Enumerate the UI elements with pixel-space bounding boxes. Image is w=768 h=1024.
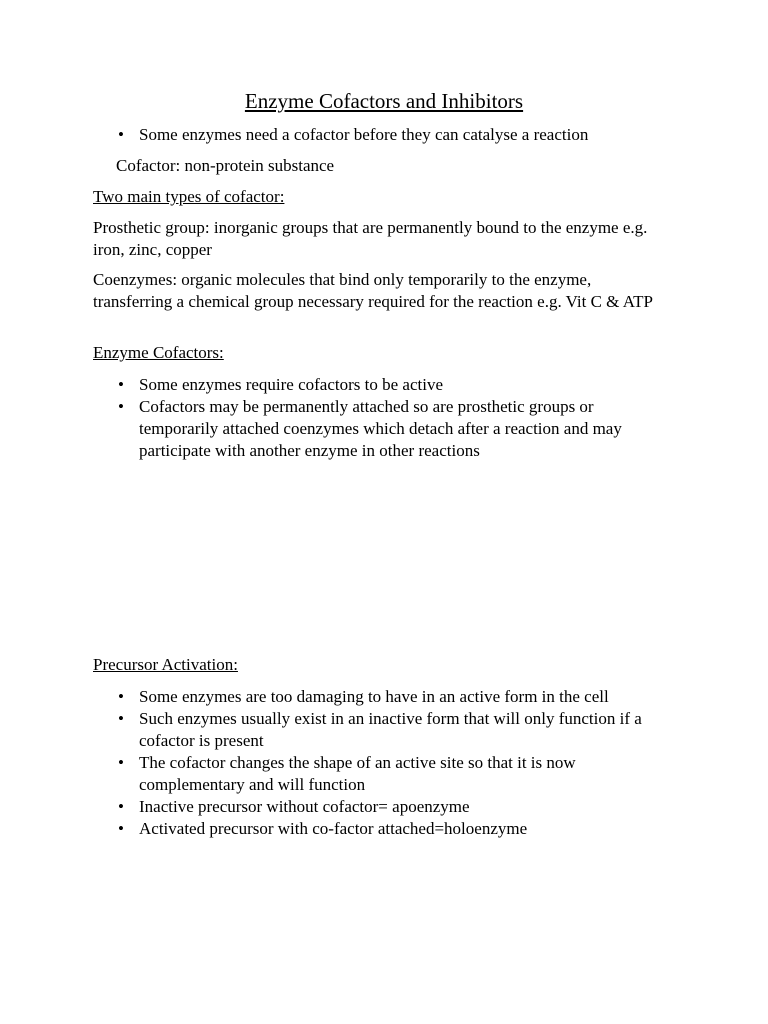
bullet-icon: •: [118, 797, 124, 816]
bullet-icon: •: [118, 753, 124, 772]
list-item-text: Inactive precursor without cofactor= apoenzyme: [139, 797, 470, 816]
list-item: [93, 818, 673, 840]
list-item-text: Some enzymes are too damaging to have in an active form in the cell: [139, 687, 609, 706]
precursor-list: [93, 686, 673, 840]
types-heading: Two main types of cofactor:: [93, 187, 285, 206]
cofactors-heading: Enzyme Cofactors:: [93, 343, 224, 362]
list-item-text: Such enzymes usually exist in an inactive form that will only function if a cofactor is present: [139, 709, 642, 750]
list-item-text: Activated precursor with co-factor attached=holoenzyme: [139, 819, 528, 838]
list-item: [93, 752, 673, 796]
bullet-icon: •: [118, 819, 124, 838]
list-item-text: The cofactor changes the shape of an active site so that it is now complementary and will function: [139, 753, 576, 794]
document-title: Enzyme Cofactors and Inhibitors: [244, 89, 524, 113]
cofactors-list: [93, 374, 673, 462]
coenzymes-paragraph: Coenzymes: organic molecules that bind only temporarily to the enzyme, transferring a chemical group necessary required for the reaction e.g. Vit C & ATP: [93, 270, 653, 311]
list-item-text: Cofactors may be permanently attached so are prosthetic groups or temporarily attached coenzymes which detach after a reaction and may participate with another enzyme in other reactions: [139, 397, 622, 460]
list-item: [93, 374, 673, 396]
list-item: [93, 396, 673, 462]
list-item: [93, 708, 673, 752]
bullet-icon: •: [118, 125, 124, 144]
bullet-icon: •: [118, 397, 124, 416]
bullet-icon: •: [118, 687, 124, 706]
intro-list: [93, 124, 673, 146]
list-item: [93, 124, 673, 146]
list-item: [93, 796, 673, 818]
bullet-icon: •: [118, 375, 124, 394]
bullet-icon: •: [118, 709, 124, 728]
cofactor-definition: Cofactor: non-protein substance: [116, 156, 335, 175]
prosthetic-group-paragraph: Prosthetic group: inorganic groups that are permanently bound to the enzyme e.g. iron, zinc, copper: [93, 218, 648, 259]
list-item-text: Some enzymes require cofactors to be active: [139, 375, 443, 394]
precursor-heading: Precursor Activation:: [93, 655, 238, 674]
list-item-text: Some enzymes need a cofactor before they can catalyse a reaction: [139, 125, 589, 144]
list-item: [93, 686, 673, 708]
